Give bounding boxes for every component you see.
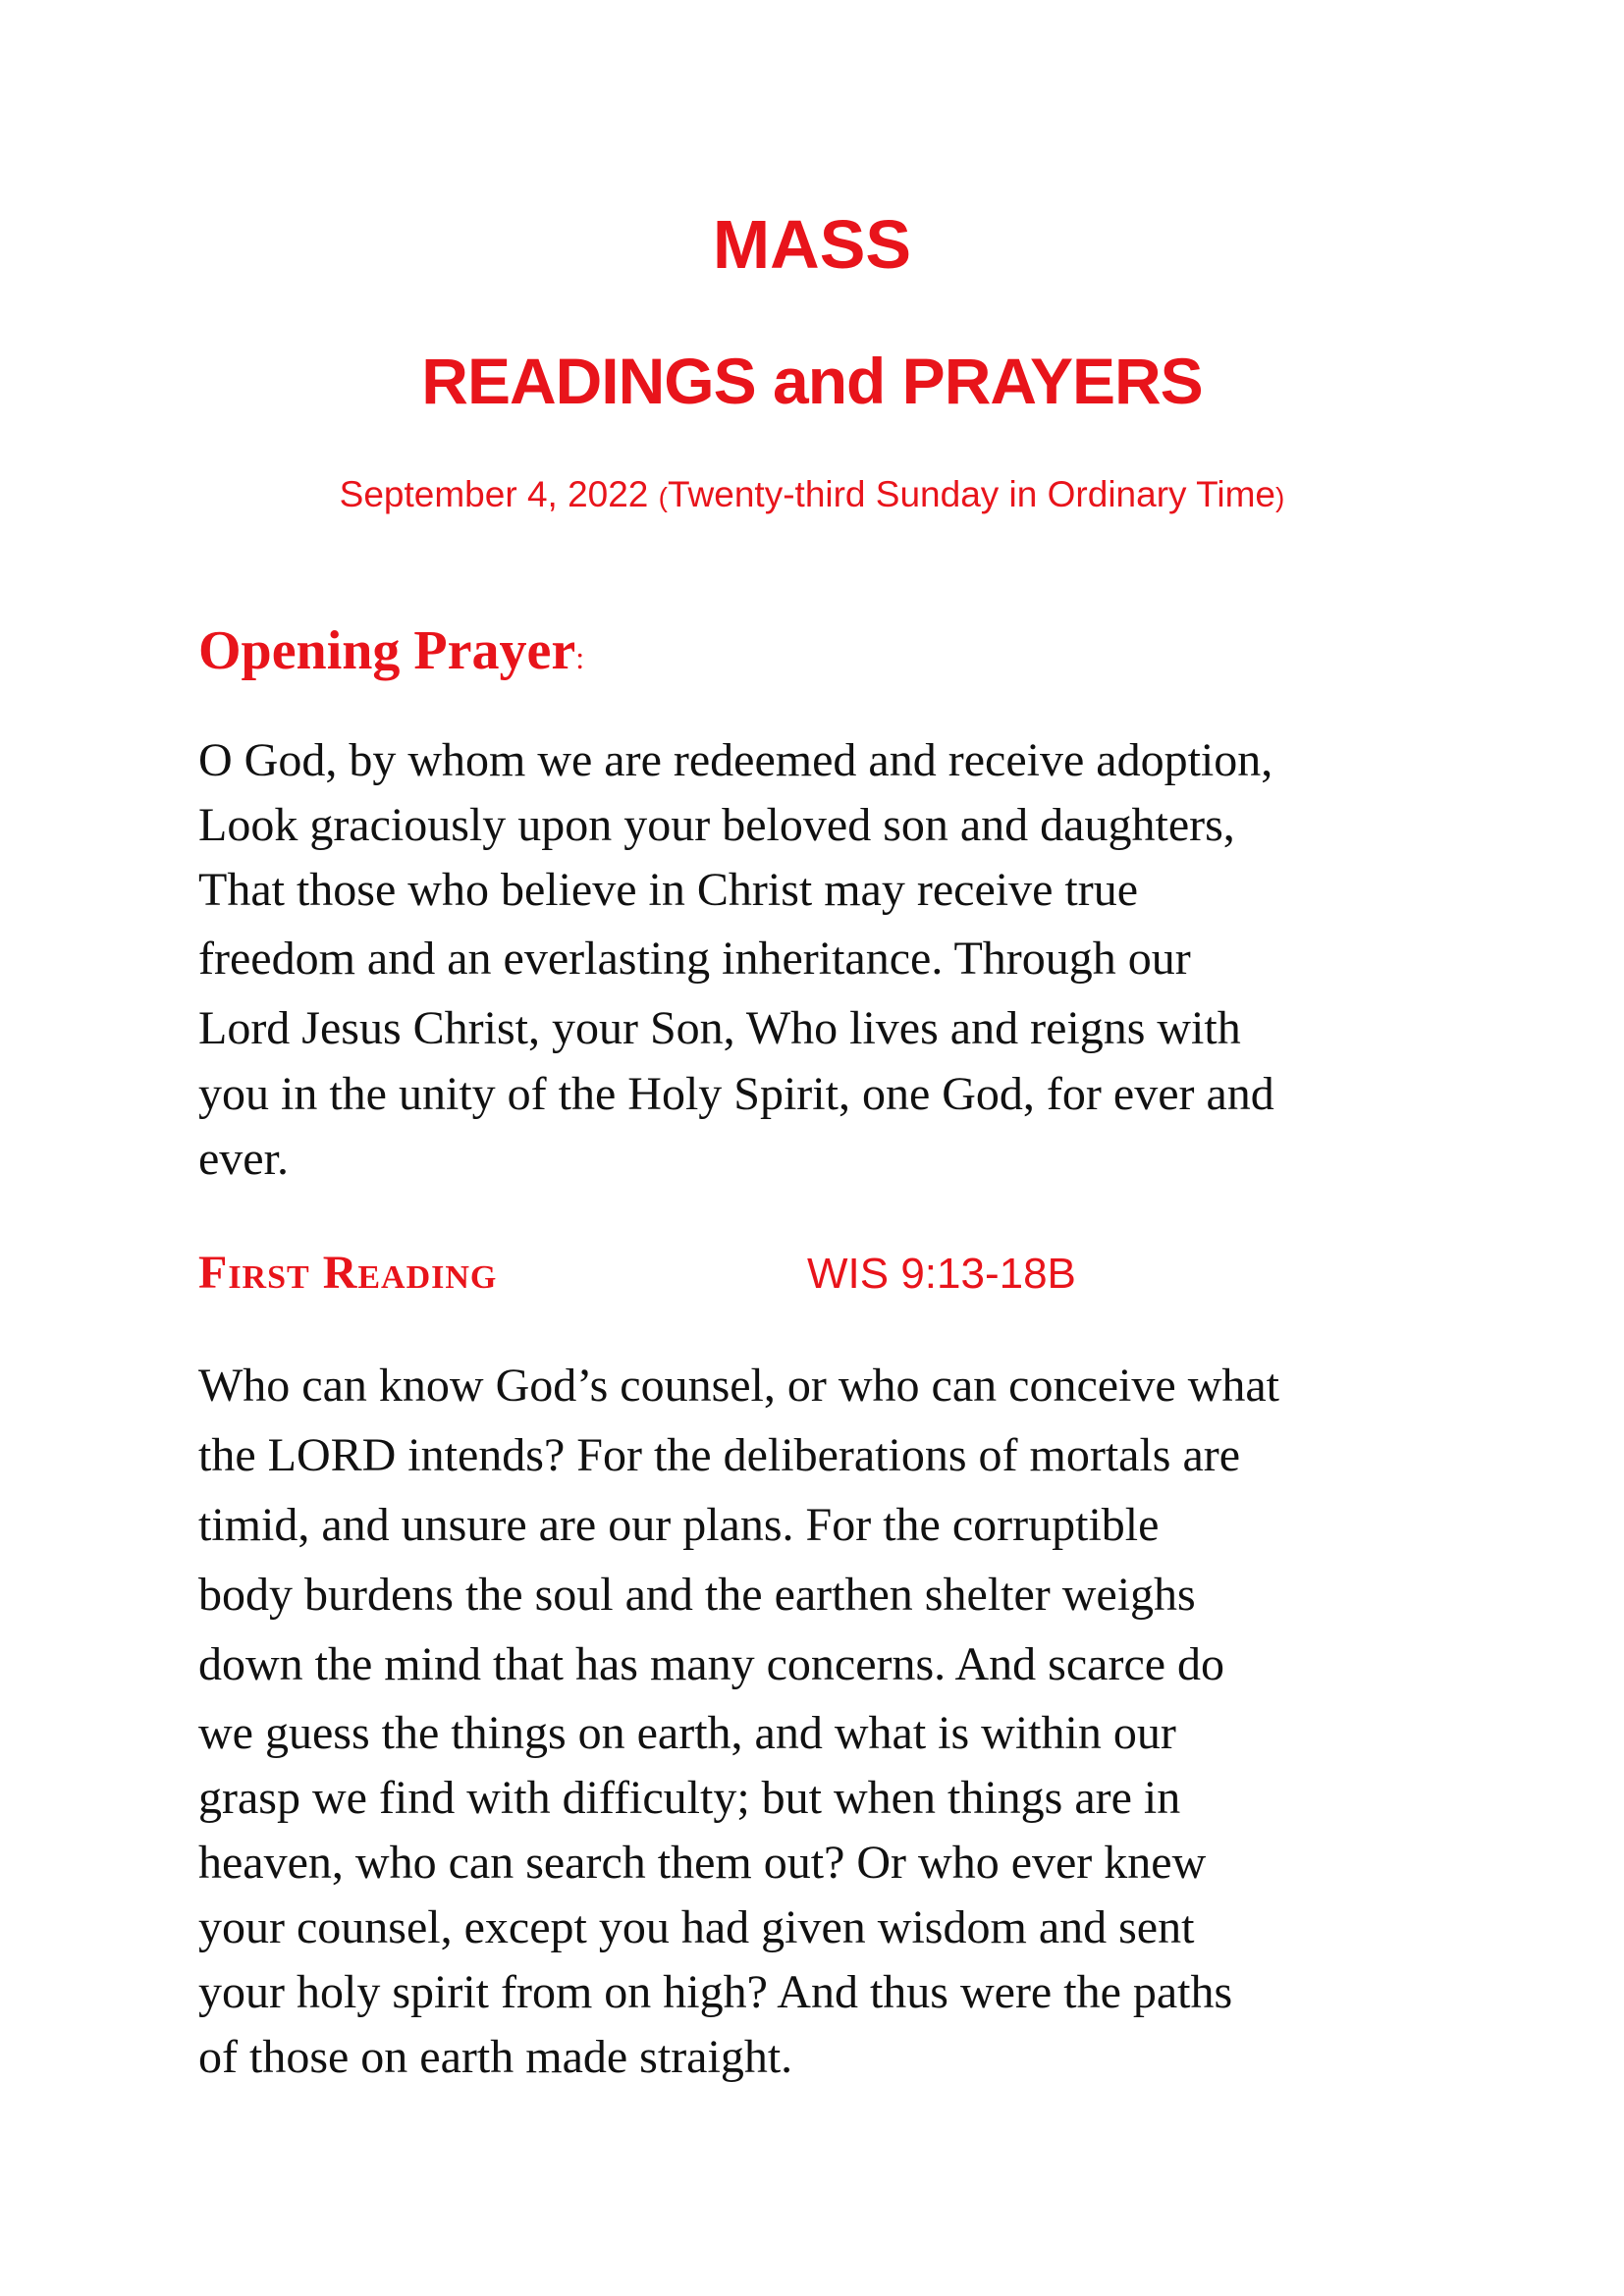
- page-title: MASS: [712, 206, 912, 283]
- opening-prayer-line: Lord Jesus Christ, your Son, Who lives and reigns with: [198, 1002, 1241, 1054]
- first-reading-line: of those on earth made straight.: [198, 2031, 793, 2083]
- first-reading-line: timid, and unsure are our plans. For the corruptible: [198, 1499, 1160, 1551]
- opening-prayer-line: you in the unity of the Holy Spirit, one God, for ever and: [198, 1068, 1274, 1120]
- first-reading-line: heaven, who can search them out? Or who ever knew: [198, 1837, 1207, 1889]
- opening-prayer-heading: [198, 616, 584, 692]
- opening-prayer-line: That those who believe in Christ may receive true: [198, 864, 1139, 916]
- first-reading-reference: WIS 9:13-18B: [807, 1250, 1076, 1298]
- first-reading-line: Who can know God’s counsel, or who can conceive what: [198, 1360, 1279, 1412]
- opening-prayer-text: [198, 728, 1455, 1192]
- first-reading-line: the LORD intends? For the deliberations of mortals are: [198, 1429, 1241, 1481]
- first-reading-line: your counsel, except you had given wisdom and sent: [198, 1901, 1195, 1953]
- first-reading-line: body burdens the soul and the earthen shelter weighs: [198, 1569, 1196, 1621]
- opening-prayer-line: O God, by whom we are redeemed and receive adoption,: [198, 734, 1273, 786]
- opening-prayer-line: freedom and an everlasting inheritance. Through our: [198, 933, 1191, 985]
- page-subtitle: READINGS and PRAYERS: [421, 345, 1203, 417]
- first-reading-line: we guess the things on earth, and what is within our: [198, 1707, 1176, 1759]
- opening-prayer-line: ever.: [198, 1133, 289, 1185]
- opening-prayer-heading-colon: :: [575, 640, 585, 675]
- first-reading-heading: First Reading: [198, 1247, 498, 1299]
- date-text: September 4, 2022: [339, 474, 659, 514]
- occasion-open-paren: (: [658, 482, 668, 512]
- opening-prayer-line: Look graciously upon your beloved son and daughters,: [198, 799, 1235, 851]
- first-reading-line: your holy spirit from on high? And thus were the paths: [198, 1966, 1233, 2018]
- occasion-close-paren: ): [1274, 482, 1285, 512]
- date-line: [0, 471, 1624, 521]
- first-reading-line: down the mind that has many concerns. And scarce do: [198, 1638, 1225, 1690]
- first-reading-text: [198, 1350, 1455, 2090]
- opening-prayer-heading-text: Opening Prayer: [198, 620, 576, 681]
- first-reading-line: grasp we find with difficulty; but when things are in: [198, 1772, 1181, 1824]
- occasion-text: Twenty-third Sunday in Ordinary Time: [668, 474, 1275, 514]
